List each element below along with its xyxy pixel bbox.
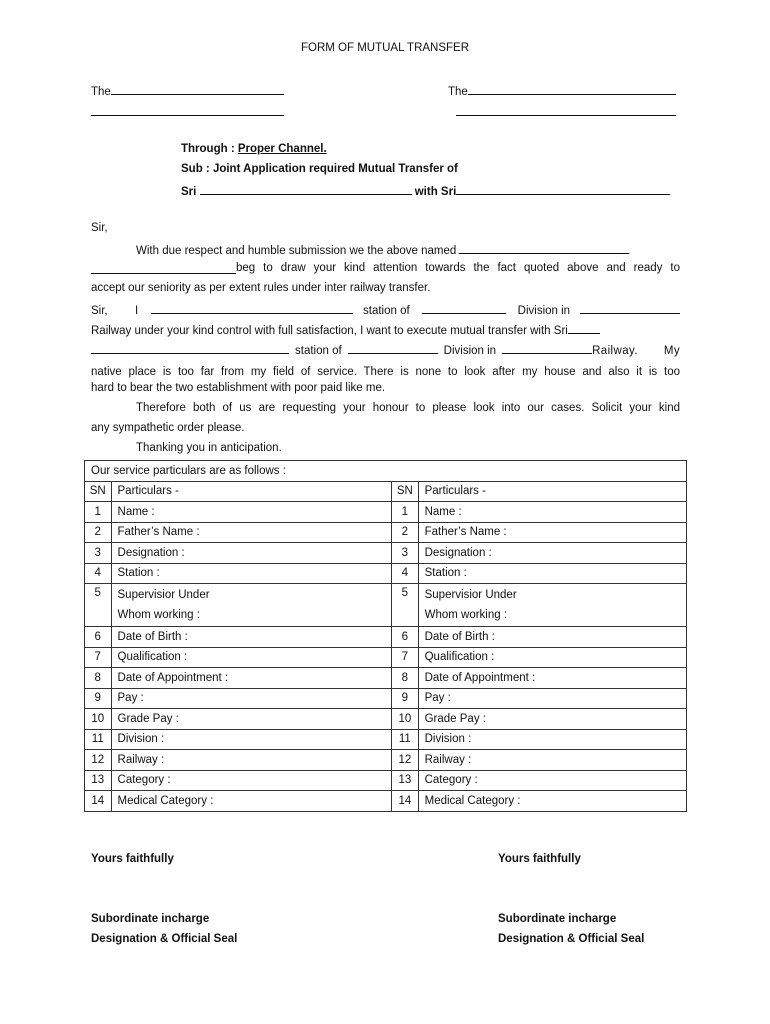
row-sn: 7 [85, 647, 112, 668]
table-row [85, 688, 687, 709]
row-sn: 12 [85, 750, 112, 771]
row-label[interactable]: Station : [418, 563, 686, 584]
row-label[interactable]: Pay : [111, 688, 392, 709]
col-particulars-left: Particulars - [111, 481, 392, 502]
row-sn: 2 [392, 522, 419, 543]
table-caption: Our service particulars are as follows : [85, 461, 687, 482]
para2-station2-label: station of [295, 345, 342, 357]
row-label[interactable]: Grade Pay : [418, 709, 686, 730]
table-row [85, 502, 687, 523]
row-label[interactable]: Date of Birth : [111, 627, 392, 648]
row-label[interactable]: Grade Pay : [111, 709, 392, 730]
col-sn-left: SN [85, 481, 112, 502]
table-row [85, 584, 687, 627]
table-row [85, 563, 687, 584]
row-sn: 4 [392, 563, 419, 584]
row-sn: 3 [85, 543, 112, 564]
row-sn: 1 [392, 502, 419, 523]
row-sn: 1 [85, 502, 112, 523]
row-label[interactable]: Designation : [418, 543, 686, 564]
row-label[interactable]: Designation : [111, 543, 392, 564]
row-label-line1: Supervisior Under [424, 589, 517, 601]
salutation: Sir, [91, 222, 108, 234]
row-sn: 10 [85, 709, 112, 730]
row-label[interactable]: Qualification : [111, 647, 392, 668]
subject-with-sri-label: with Sri [411, 186, 457, 198]
closing-right: Yours faithfully [498, 853, 581, 865]
row-label[interactable]: Date of Appointment : [418, 668, 686, 689]
para2-sri-blank[interactable] [568, 322, 600, 334]
row-label[interactable]: Division : [111, 729, 392, 750]
addressee-left-blank-2[interactable] [91, 115, 284, 116]
closing-left: Yours faithfully [91, 853, 174, 865]
para2-division2-blank[interactable] [502, 342, 592, 354]
table-row [85, 543, 687, 564]
row-label[interactable]: Pay : [418, 688, 686, 709]
row-sn: 13 [392, 770, 419, 791]
through-line [181, 143, 327, 155]
row-sn: 6 [85, 627, 112, 648]
addressee-right [448, 83, 676, 98]
through-value: Proper Channel. [237, 143, 327, 155]
addressee-left-blank[interactable] [111, 83, 284, 95]
row-label[interactable]: Category : [111, 770, 392, 791]
row-label[interactable]: Qualification : [418, 647, 686, 668]
row-sn: 8 [85, 668, 112, 689]
para3-line2: any sympathetic order please. [91, 422, 245, 434]
row-label[interactable]: Station : [111, 563, 392, 584]
para1-line1 [136, 242, 629, 257]
row-sn: 11 [392, 729, 419, 750]
para1-end: accept our seniority as per extent rules under inter railway transfer. [91, 282, 431, 294]
subject-with-sri-blank[interactable] [456, 183, 670, 195]
row-sn: 6 [392, 627, 419, 648]
row-label[interactable]: Medical Category : [418, 791, 686, 812]
row-label[interactable]: Date of Birth : [418, 627, 686, 648]
para1-name-blank[interactable] [459, 242, 629, 254]
row-label[interactable]: Name : [111, 502, 392, 523]
para2-station-label: station of [363, 305, 410, 317]
table-row [85, 647, 687, 668]
row-sn: 14 [85, 791, 112, 812]
para1-line2 [91, 262, 680, 274]
seal-label-right: Designation & Official Seal [498, 933, 645, 945]
col-particulars-right: Particulars - [418, 481, 686, 502]
table-row [85, 770, 687, 791]
table-row [85, 709, 687, 730]
row-label-line1: Supervisior Under [117, 589, 210, 601]
addressee-left-label: The [91, 86, 111, 98]
subject-sri-label: Sri [181, 186, 197, 198]
addressee-right-blank-2[interactable] [456, 115, 676, 116]
row-sn: 8 [392, 668, 419, 689]
para2-line1 [91, 302, 680, 317]
row-label-line2: Whom working : [117, 609, 200, 621]
service-particulars-table [84, 460, 687, 812]
row-sn: 14 [392, 791, 419, 812]
row-sn: 9 [392, 688, 419, 709]
row-label[interactable]: Division : [418, 729, 686, 750]
signatory-role-left: Subordinate incharge [91, 913, 210, 925]
row-sn: 12 [392, 750, 419, 771]
row-sn: 3 [392, 543, 419, 564]
para2-division2-label: Division in [443, 345, 497, 357]
para1-start: With due respect and humble submission we the above named [136, 245, 457, 257]
para2-line5: hard to bear the two establishment with poor paid like me. [91, 382, 386, 394]
para2-division-blank[interactable] [580, 302, 680, 314]
para2-sir: Sir, [91, 305, 108, 317]
through-label: Through : [181, 143, 238, 155]
subject-names [181, 183, 670, 198]
row-sn: 10 [392, 709, 419, 730]
subject-sri-blank[interactable] [200, 183, 412, 195]
row-label[interactable] [418, 584, 686, 627]
row-label[interactable]: Date of Appointment : [111, 668, 392, 689]
para2-station-blank[interactable] [422, 302, 506, 314]
signatory-role-right: Subordinate incharge [498, 913, 617, 925]
table-row [85, 791, 687, 812]
row-sn: 5 [392, 584, 419, 627]
subject-line: Sub : Joint Application required Mutual Transfer of [181, 163, 458, 175]
row-label[interactable]: Medical Category : [111, 791, 392, 812]
row-sn: 11 [85, 729, 112, 750]
row-label[interactable]: Category : [418, 770, 686, 791]
table-header-row [85, 481, 687, 502]
para4: Thanking you in anticipation. [136, 442, 282, 454]
para1-name-blank-2[interactable] [91, 262, 236, 274]
row-sn: 7 [392, 647, 419, 668]
row-sn: 2 [85, 522, 112, 543]
row-label-line2: Whom working : [424, 609, 508, 621]
para2-line3 [91, 342, 680, 357]
para2-station2-blank[interactable] [348, 342, 438, 354]
para2-i: I [135, 305, 139, 317]
para1-cont: beg to draw your kind attention towards the fact quoted above and ready to [236, 262, 680, 274]
row-sn: 5 [85, 584, 112, 627]
row-label[interactable]: Name : [418, 502, 686, 523]
para2-name2-blank[interactable] [91, 342, 289, 354]
addressee-left [91, 83, 284, 98]
row-label[interactable]: Father’s Name : [111, 522, 392, 543]
table-caption-row [85, 461, 687, 482]
para2-line2 [91, 322, 600, 337]
table-row [85, 668, 687, 689]
table-row [85, 729, 687, 750]
form-title: FORM OF MUTUAL TRANSFER [300, 42, 470, 54]
addressee-right-blank[interactable] [468, 83, 676, 95]
para2-name-blank[interactable] [151, 302, 353, 314]
para3-line1: Therefore both of us are requesting your honour to please look into our cases. Solicit your kind [136, 402, 680, 414]
table-row [85, 522, 687, 543]
row-sn: 9 [85, 688, 112, 709]
col-sn-right: SN [392, 481, 419, 502]
addressee-right-label: The [448, 86, 468, 98]
table-row [85, 750, 687, 771]
row-label[interactable]: Railway : [111, 750, 392, 771]
row-label[interactable]: Railway : [418, 750, 686, 771]
table-row [85, 627, 687, 648]
para2-railway: Railway. My [592, 345, 680, 357]
row-sn: 13 [85, 770, 112, 791]
para2-line4: native place is too far from my field of service. There is none to look after my house and also it is too [91, 366, 680, 378]
para2-line2-text: Railway under your kind control with full satisfaction, I want to execute mutual transfer with Sri [91, 325, 568, 337]
row-label[interactable]: Father’s Name : [418, 522, 686, 543]
row-label[interactable] [111, 584, 392, 627]
para2-division-label: Division in [517, 305, 571, 317]
seal-label-left: Designation & Official Seal [91, 933, 238, 945]
row-sn: 4 [85, 563, 112, 584]
